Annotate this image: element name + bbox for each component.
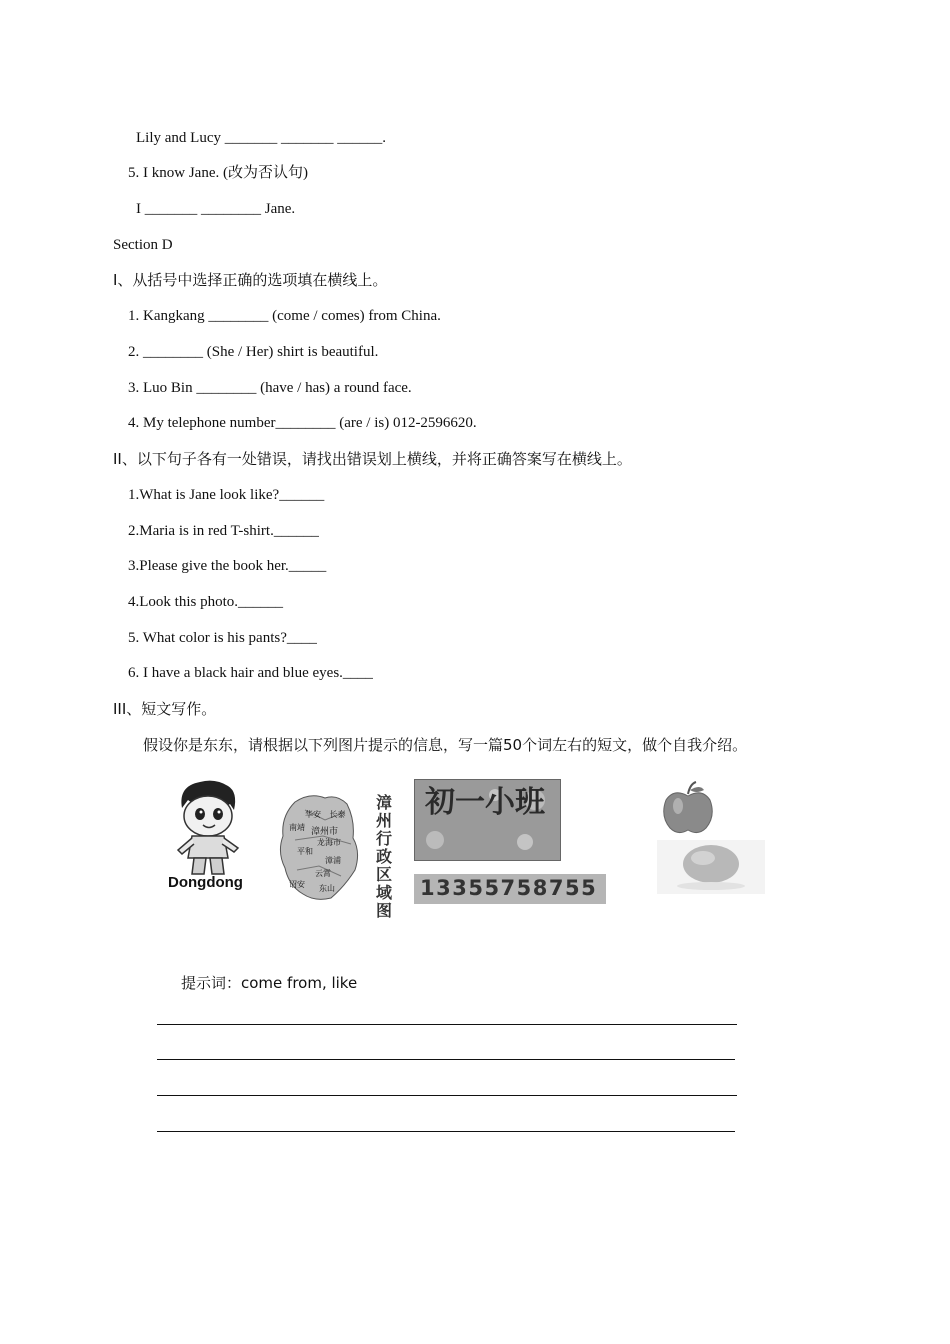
writing-line-1 <box>157 1024 737 1025</box>
map-label-pinghe: 平和 <box>297 847 313 856</box>
zhangzhou-map-image <box>275 790 370 902</box>
q5-question: 5. I know Jane. (改为否认句) <box>128 165 308 181</box>
map-label-longhai: 龙海市 <box>317 838 341 847</box>
phone-number-text: 13355758755 <box>420 876 598 900</box>
part2-item-4: 4.Look this photo.______ <box>128 594 284 610</box>
map-label-zhangzhou: 漳州市 <box>311 827 339 837</box>
writing-line-2 <box>157 1059 735 1060</box>
writing-line-4 <box>157 1131 735 1132</box>
section-d-title: Section D <box>113 237 173 253</box>
part1-item-2: 2. ________ (She / Her) shirt is beautiful. <box>128 344 379 360</box>
part2-item-2: 2.Maria is in red T-shirt.______ <box>128 523 319 539</box>
map-label-yunxiao: 云霄 <box>315 869 331 878</box>
egg-image <box>657 840 765 894</box>
apple-image <box>660 780 716 836</box>
dongdong-caption: Dongdong <box>168 874 243 891</box>
map-label-zhaoan: 诏安 <box>289 880 305 889</box>
map-label-huaan: 华安 <box>305 810 321 819</box>
part3-instruction: 假设你是东东，请根据以下列图片提示的信息，写一篇50个词左右的短文，做个自我介绍。 <box>143 736 748 754</box>
part3-heading: III、短文写作。 <box>113 700 217 718</box>
dongdong-image <box>160 778 255 893</box>
part2-item-3: 3.Please give the book her._____ <box>128 558 327 574</box>
part1-item-1: 1. Kangkang ________ (come / comes) from China. <box>128 308 441 324</box>
hint-words: 提示词：come from, like <box>181 974 358 992</box>
part2-heading: II、以下句子各有一处错误，请找出错误划上横线，并将正确答案写在横线上。 <box>113 450 632 468</box>
map-label-zhangpu: 漳浦 <box>325 856 341 865</box>
map-label-dongshan: 东山 <box>319 884 335 893</box>
part1-heading: I、从括号中选择正确的选项填在横线上。 <box>113 271 388 289</box>
q4-answer-line: Lily and Lucy _______ _______ ______. <box>136 130 386 146</box>
boy-cartoon-icon <box>160 778 255 878</box>
part2-item-1: 1.What is Jane look like?______ <box>128 487 325 503</box>
apple-icon <box>660 780 716 836</box>
q5-answer-line: I _______ ________ Jane. <box>136 201 296 217</box>
egg-icon <box>657 840 765 894</box>
class-sign-text: 初一小班 <box>425 785 545 820</box>
map-label-changtai: 长泰 <box>329 810 346 819</box>
map-title: 漳州行政区域图 <box>376 793 393 920</box>
writing-line-3 <box>157 1095 737 1096</box>
part2-item-6: 6. I have a black hair and blue eyes.____ <box>128 665 373 681</box>
map-label-nanjing: 南靖 <box>289 823 305 832</box>
phone-number-image <box>414 874 606 904</box>
class-sign-image <box>414 779 561 861</box>
part1-item-3: 3. Luo Bin ________ (have / has) a round face. <box>128 380 412 396</box>
part1-item-4: 4. My telephone number________ (are / is) 012-2596620. <box>128 415 477 431</box>
part2-item-5: 5. What color is his pants?____ <box>128 630 317 646</box>
